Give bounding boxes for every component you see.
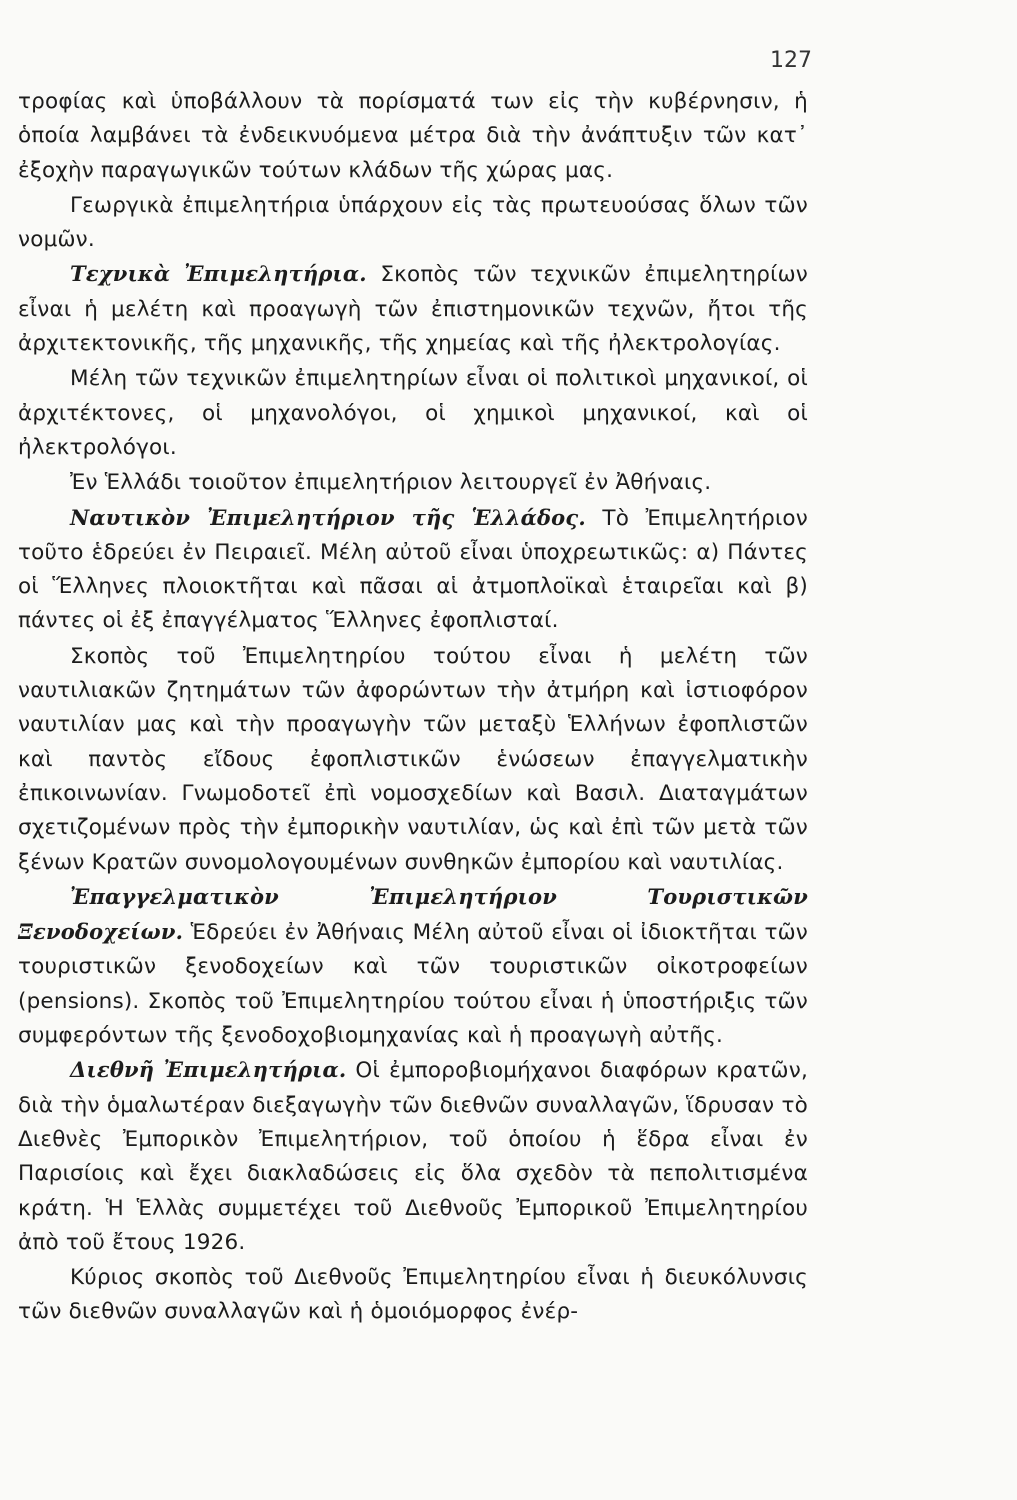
paragraph	[18, 84, 808, 188]
paragraph-text: Ἑδρεύει ἐν Ἀθήναις Μέλη αὐτοῦ εἶναι οἱ ἰδιοκτῆται τῶν τουριστικῶν ξενοδοχείων καὶ τῶν τουριστικῶν οἰκοτροφείων (pensions). Σκοπὸς τοῦ Ἐπιμελητηρίου τούτου εἶναι ἡ ὑποστήριξις τῶν συμφερόντων τῆς ξενοδοχοβιομηχανίας καὶ ἡ προαγωγὴ αὐτῆς.	[18, 920, 808, 1049]
paragraph-text: Ἐν Ἑλλάδι τοιοῦτον ἐπιμελητήριον λειτουργεῖ ἐν Ἀθήναις.	[70, 470, 712, 496]
paragraph-text: τροφίας καὶ ὑποβάλλουν τὰ πορίσματά των εἰς τὴν κυβέρνησιν, ἡ ὁποία λαμβάνει τὰ ἐνδεικνυόμενα μέτρα διὰ τὴν ἀνάπτυξιν τῶν κατ᾿ ἐξοχὴν παραγωγικῶν τούτων κλάδων τῆς χώρας μας.	[18, 89, 808, 183]
paragraph-text: Οἱ ἐμποροβιομήχανοι διαφόρων κρατῶν, διὰ τὴν ὁμαλωτέραν διεξαγωγὴν τῶν διεθνῶν συναλλαγῶν, ἵδρυσαν τὸ Διεθνὲς Ἐμπορικὸν Ἐπιμελητήριον, τοῦ ὁποίου ἡ ἕδρα εἶναι ἐν Παρισίοις καὶ ἔχει διακλαδώσεις εἰς ὅλα σχεδὸν τὰ πεπολιτισμένα κράτη. Ἡ Ἑλλὰς συμμετέχει τοῦ Διεθνοῦς Ἐμπορικοῦ Ἐπιμελητηρίου ἀπὸ τοῦ ἔτους 1926.	[18, 1058, 808, 1255]
page-number: 127	[770, 48, 812, 73]
paragraph-text: Γεωργικὰ ἐπιμελητήρια ὑπάρχουν εἰς τὰς πρωτευούσας ὅλων τῶν νομῶν.	[18, 192, 808, 253]
paragraph-heading: Ναυτικὸν Ἐπιμελητήριον τῆς Ἑλλάδος.	[70, 504, 586, 530]
paragraph-heading: Διεθνῆ Ἐπιμελητήρια.	[70, 1057, 347, 1083]
paragraph	[18, 465, 808, 500]
paragraph-text: Τὸ Ἐπιμελητήριον τοῦτο ἑδρεύει ἐν Πειραιεῖ. Μέλη αὐτοῦ εἶναι ὑποχρεωτικῶς: α) Πάντες οἱ Ἕλληνες πλοιοκτῆται καὶ πᾶσαι αἱ ἀτμοπλοϊκαὶ ἑταιρεῖαι καὶ β) πάντες οἱ ἐξ ἐπαγγέλματος Ἕλληνες ἐφοπλισταί.	[18, 505, 808, 634]
paragraph	[18, 880, 808, 1053]
paragraph	[18, 361, 808, 465]
paragraph	[18, 188, 808, 258]
paragraph-text: Σκοπὸς τοῦ Ἐπιμελητηρίου τούτου εἶναι ἡ μελέτη τῶν ναυτιλιακῶν ζητημάτων τῶν ἀφορώντων τὴν ἀτμήρη καὶ ἱστιοφόρον ναυτιλίαν μας καὶ τὴν προαγωγὴν τῶν μεταξὺ Ἑλλήνων ἐφοπλιστῶν καὶ παντὸς εἴδους ἐφοπλιστικῶν ἑνώσεων ἐπαγγελματικὴν ἐπικοινωνίαν. Γνωμοδοτεῖ ἐπὶ νομοσχεδίων καὶ Βασιλ. Διαταγμάτων σχετιζομένων πρὸς τὴν ἐμπορικὴν ναυτιλίαν, ὡς καὶ ἐπὶ τῶν μετὰ τῶν ξένων Κρατῶν συνομολογουμένων συνθηκῶν ἐμπορίου καὶ ναυτιλίας.	[18, 643, 808, 875]
paragraph	[18, 501, 808, 639]
paragraph-text: Μέλη τῶν τεχνικῶν ἐπιμελητηρίων εἶναι οἱ πολιτικοὶ μηχανικοί, οἱ ἀρχιτέκτονες, οἱ μηχανολόγοι, οἱ χημικοὶ μηχανικοί, καὶ οἱ ἠλεκτρολόγοι.	[18, 366, 808, 460]
body-text	[18, 84, 808, 1330]
paragraph-text: Κύριος σκοπὸς τοῦ Διεθνοῦς Ἐπιμελητηρίου εἶναι ἡ διευκόλυνσις τῶν διεθνῶν συναλλαγῶν καὶ ἡ ὁμοιόμορφος ἐνέρ-	[18, 1265, 808, 1325]
paragraph	[18, 1053, 808, 1260]
paragraph-heading: Ἐπαγγελματικὸν Ἐπιμελητήριον Τουριστικῶν Ξενοδοχείων.	[18, 883, 808, 945]
paragraph-heading: Τεχνικὰ Ἐπιμελητήρια.	[70, 261, 367, 287]
paragraph	[18, 1260, 808, 1330]
paragraph	[18, 257, 808, 361]
paragraph	[18, 639, 808, 880]
paragraph-text: Σκοπὸς τῶν τεχνικῶν ἐπιμελητηρίων εἶναι ἡ μελέτη καὶ προαγωγὴ τῶν ἐπιστημονικῶν τεχνῶν, ἤτοι τῆς ἀρχιτεκτονικῆς, τῆς μηχανικῆς, τῆς χημείας καὶ τῆς ἠλεκτρολογίας.	[18, 262, 808, 357]
